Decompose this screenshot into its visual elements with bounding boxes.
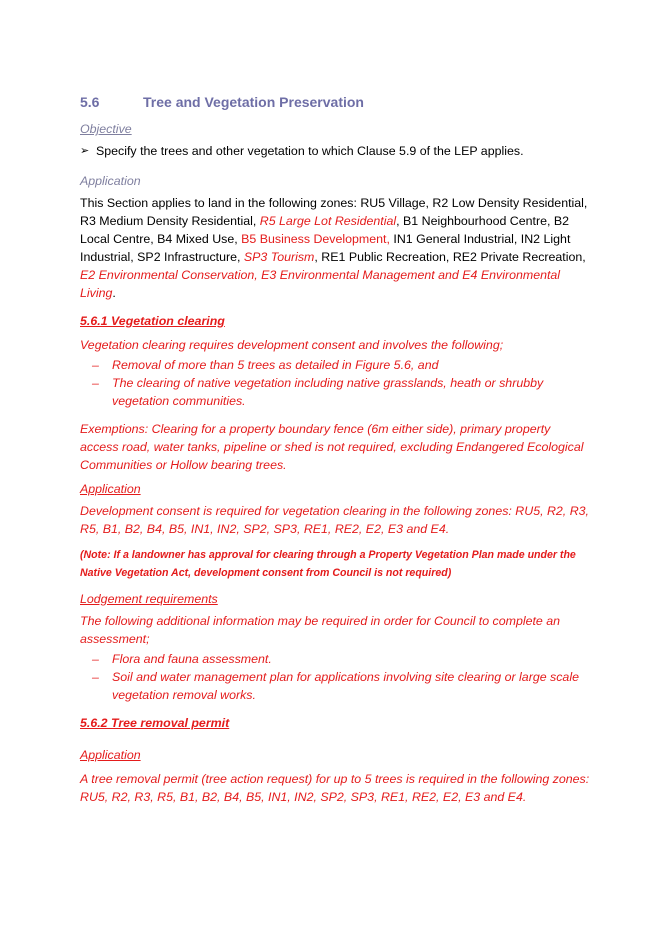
- application-segment: .: [112, 286, 116, 300]
- application-segment: SP3 Tourism: [243, 250, 315, 264]
- list-item: – The clearing of native vegetation including native grasslands, heath or shrubby vegetation communities.: [80, 374, 590, 410]
- tree-removal-heading: 5.6.2 Tree removal permit: [80, 716, 230, 730]
- application-paragraph: [80, 194, 590, 302]
- page-content: [80, 92, 590, 806]
- list-item: – Removal of more than 5 trees as detailed in Figure 5.6, and: [80, 356, 590, 374]
- list-item: – Soil and water management plan for applications involving site clearing or large scale vegetation removal works.: [80, 668, 590, 704]
- exemptions-text: Exemptions: Clearing for a property boundary fence (6m either side), primary property access road, water tanks, pipeline or shed is not required, excluding Endangered Ecological Communities or Hollow bearing trees.: [80, 422, 584, 472]
- dash-bullet-icon: –: [92, 358, 99, 372]
- dash-bullet-icon: –: [92, 376, 99, 390]
- section-heading: [80, 92, 590, 112]
- tree-removal-application-text: A tree removal permit (tree action request) for up to 5 trees is required in the following zones: RU5, R2, R3, R5, B1, B2, B4, B5, IN1, IN2, SP2, SP3, RE1, RE2, E2, E3 and E4.: [80, 772, 590, 804]
- application-segment: This Section applies to land in the following zones: RU5 Village, R2 Low Density Residential, R3 Medium Density Residential,: [80, 196, 588, 228]
- vegetation-clearing-heading: 5.6.1 Vegetation clearing: [80, 314, 225, 328]
- lodgement-list: [80, 650, 590, 704]
- clearing-application-label: Application: [80, 482, 141, 496]
- application-segment: E2 Environmental Conservation, E3 Environmental Management and E4 Environmental Living: [80, 268, 561, 300]
- section-title: Tree and Vegetation Preservation: [143, 94, 364, 110]
- note-text: (Note: If a landowner has approval for clearing through a Property Vegetation Plan made under the Native Vegetation Act, development consent from Council is not required): [80, 549, 576, 579]
- lodgement-intro: The following additional information may be required in order for Council to complete an assessment;: [80, 614, 561, 646]
- dash-bullet-icon: –: [92, 652, 99, 666]
- objective-bullet: [80, 142, 590, 160]
- clearing-application-text: Development consent is required for vegetation clearing in the following zones: RU5, R2, R3, R5, B1, B2, B4, B5, IN1, IN2, SP2, SP3, RE1, RE2, E2, E3 and E4.: [80, 504, 589, 536]
- section-number: 5.6: [80, 94, 100, 110]
- application-segment: , B1 Neighbourhood Centre, B2 Local Centre, B4 Mixed Use,: [80, 214, 570, 246]
- application-segment: IN1 General Industrial, IN2 Light Industrial, SP2 Infrastructure,: [80, 232, 571, 264]
- application-segment: , RE1 Public Recreation, RE2 Private Recreation,: [314, 250, 586, 264]
- dash-bullet-icon: –: [92, 670, 99, 684]
- objective-text: Specify the trees and other vegetation to which Clause 5.9 of the LEP applies.: [96, 144, 524, 158]
- vegetation-clearing-list: [80, 356, 590, 410]
- tree-removal-application-label: Application: [80, 748, 141, 762]
- arrow-bullet-icon: ➢: [80, 145, 90, 157]
- application-segment: B5 Business Development,: [241, 232, 390, 246]
- application-segment: R5 Large Lot Residential: [259, 214, 397, 228]
- lodgement-label: Lodgement requirements: [80, 592, 218, 606]
- application-label: Application: [80, 174, 141, 188]
- vegetation-clearing-intro: Vegetation clearing requires development consent and involves the following;: [80, 338, 504, 352]
- objective-label: Objective: [80, 122, 132, 136]
- list-item: – Flora and fauna assessment.: [80, 650, 590, 668]
